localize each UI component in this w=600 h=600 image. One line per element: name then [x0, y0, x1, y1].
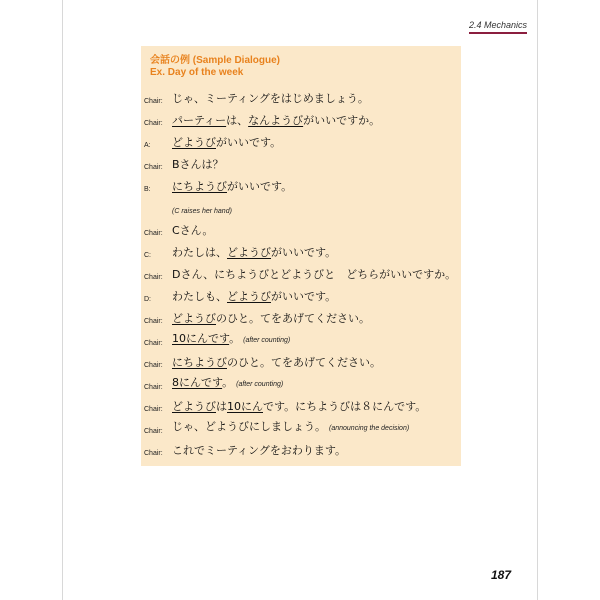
utterance-text: です。にちようびは８にんです。 — [263, 400, 427, 413]
dialogue-line — [141, 332, 461, 348]
utterance — [172, 158, 224, 172]
book-page — [63, 0, 537, 600]
underlined-phrase: 8にんです — [172, 376, 223, 389]
utterance-text: がいいです。 — [271, 246, 337, 259]
speaker-label: B: — [144, 186, 151, 193]
dialogue-line — [141, 288, 461, 304]
utterance-text: Dさん、にちようびとどようびと どちらがいいですか。 — [172, 268, 457, 281]
inline-note: (after counting) — [243, 337, 291, 344]
utterance-text: 。 — [222, 376, 234, 389]
underlined-phrase: どようび — [227, 246, 271, 259]
box-title: 会話の例 (Sample Dialogue) — [150, 55, 281, 66]
running-head: 2.4 Mechanics — [469, 20, 527, 34]
utterance — [172, 312, 370, 326]
underlined-phrase: にちようび — [172, 180, 227, 193]
utterance-text: 。 — [229, 332, 241, 345]
dialogue-line — [141, 354, 461, 370]
dialogue-line — [141, 420, 461, 436]
underlined-phrase: パーティー — [172, 114, 227, 127]
underlined-phrase: どようび — [227, 290, 271, 303]
dialogue-line — [141, 200, 461, 216]
inline-note: (announcing the decision) — [329, 425, 410, 432]
utterance — [172, 246, 336, 260]
page-number: 187 — [490, 568, 511, 582]
speaker-label: D: — [144, 296, 151, 303]
utterance-text: これでミーティングをおわります。 — [172, 444, 347, 457]
utterance-text: Cさん。 — [172, 224, 214, 237]
dialogue-line — [141, 442, 461, 458]
underlined-phrase: なんようび — [248, 114, 304, 127]
underlined-phrase: どようび — [172, 312, 216, 325]
speaker-label: Chair: — [144, 362, 163, 369]
stage-direction: (C raises her hand) — [172, 208, 232, 215]
utterance-text: のひと。てをあげてください。 — [216, 312, 370, 325]
underlined-phrase: 10にんです — [172, 332, 230, 345]
utterance — [172, 224, 213, 238]
speaker-label: Chair: — [144, 318, 163, 325]
utterance-text: じゃ、どようびにしましょう。 — [172, 420, 326, 433]
utterance-text: がいいです。 — [227, 180, 293, 193]
speaker-label: Chair: — [144, 274, 163, 281]
dialogue-line — [141, 90, 461, 106]
utterance-text: がいいですか。 — [303, 114, 381, 127]
underlined-phrase: どようび — [172, 136, 216, 149]
utterance — [172, 420, 409, 436]
utterance-text: わたしも、 — [172, 290, 227, 303]
speaker-label: C: — [144, 252, 151, 259]
speaker-label: Chair: — [144, 230, 163, 237]
utterance-text: がいいです。 — [216, 136, 282, 149]
utterance-text: じゃ、ミーティングをはじめましょう。 — [172, 92, 369, 105]
utterance — [172, 356, 381, 370]
dialogue-line — [141, 398, 461, 414]
inline-note: (after counting) — [236, 381, 284, 388]
underlined-phrase: どようび — [172, 400, 216, 413]
utterance — [172, 376, 283, 392]
speaker-label: Chair: — [144, 98, 163, 105]
dialogue-line — [141, 266, 461, 282]
underlined-phrase: 10にん — [227, 400, 263, 413]
speaker-label: A: — [144, 142, 151, 149]
speaker-label: Chair: — [144, 120, 163, 127]
box-subtitle: Ex. Day of the week — [150, 67, 244, 78]
underlined-phrase: にちようび — [172, 356, 227, 369]
utterance-text: は、 — [226, 114, 249, 127]
utterance — [172, 332, 290, 348]
dialogue-line — [141, 178, 461, 194]
dialogue-line — [141, 244, 461, 260]
dialogue-line — [141, 376, 461, 392]
sample-dialogue-box — [141, 46, 461, 466]
utterance — [172, 444, 346, 458]
dialogue-line — [141, 310, 461, 326]
dialogue-line — [141, 112, 461, 128]
dialogue-line — [141, 222, 461, 238]
utterance — [172, 290, 336, 304]
utterance-text: は — [216, 400, 227, 413]
utterance-text: のひと。てをあげてください。 — [227, 356, 381, 369]
speaker-label: Chair: — [144, 406, 163, 413]
speaker-label: Chair: — [144, 450, 163, 457]
utterance — [172, 400, 426, 414]
speaker-label: Chair: — [144, 340, 163, 347]
dialogue-line — [141, 156, 461, 172]
speaker-label: Chair: — [144, 384, 163, 391]
utterance-text: Bさんは？ — [172, 158, 224, 171]
utterance — [172, 114, 380, 128]
utterance — [172, 180, 292, 194]
utterance — [172, 268, 456, 282]
utterance — [172, 92, 369, 106]
utterance-text: がいいです。 — [271, 290, 337, 303]
utterance-text: わたしは、 — [172, 246, 227, 259]
speaker-label: Chair: — [144, 428, 163, 435]
speaker-label: Chair: — [144, 164, 163, 171]
utterance — [172, 136, 281, 150]
dialogue-line — [141, 134, 461, 150]
